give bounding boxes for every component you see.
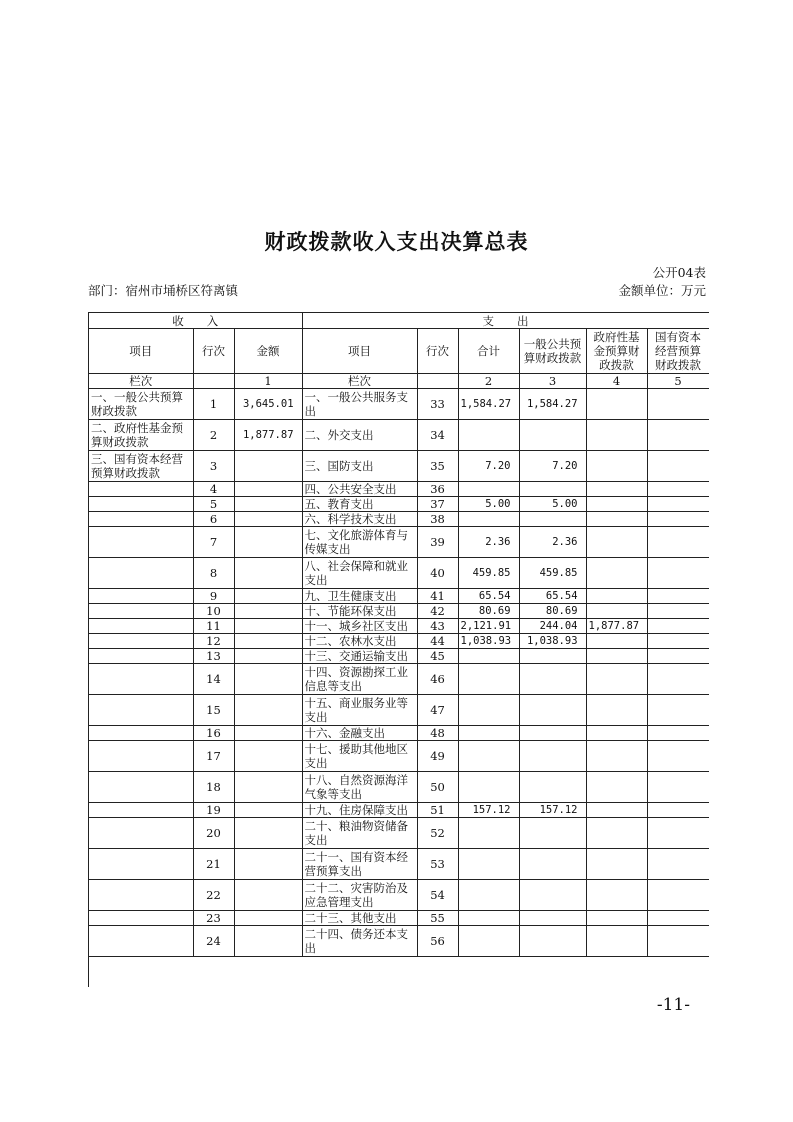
income-item-cell xyxy=(89,512,193,527)
expense-line-cell: 37 xyxy=(417,497,458,512)
income-amount-cell xyxy=(234,803,302,818)
expense-line-cell: 56 xyxy=(417,926,458,957)
expense-line-cell: 43 xyxy=(417,619,458,634)
general-budget-cell xyxy=(519,849,586,880)
fund-budget-cell xyxy=(586,726,647,741)
income-amount-cell xyxy=(234,649,302,664)
state-capital-cell xyxy=(647,619,709,634)
table-row xyxy=(89,726,709,741)
income-line-cell: 10 xyxy=(193,604,234,619)
expense-line-cell: 53 xyxy=(417,849,458,880)
fund-budget-cell xyxy=(586,451,647,482)
income-item-cell: 一、一般公共预算财政拨款 xyxy=(89,389,193,420)
expense-item-cell: 七、文化旅游体育与传媒支出 xyxy=(302,527,417,558)
income-line-cell: 9 xyxy=(193,589,234,604)
state-capital-cell xyxy=(647,695,709,726)
income-item-cell xyxy=(89,726,193,741)
col-header-fund: 政府性基金预算财政拨款 xyxy=(586,329,647,374)
total-cell: 2,121.91 xyxy=(458,619,519,634)
expense-item-cell: 十三、交通运输支出 xyxy=(302,649,417,664)
total-cell: 5.00 xyxy=(458,497,519,512)
expense-item-cell: 十九、住房保障支出 xyxy=(302,803,417,818)
col-index-3: 3 xyxy=(519,374,586,389)
expense-line-cell: 44 xyxy=(417,634,458,649)
expense-item-cell: 十二、农林水支出 xyxy=(302,634,417,649)
total-cell: 65.54 xyxy=(458,589,519,604)
expense-line-cell: 51 xyxy=(417,803,458,818)
col-header-expense-line: 行次 xyxy=(417,329,458,374)
state-capital-cell xyxy=(647,818,709,849)
table-row xyxy=(89,695,709,726)
income-item-cell xyxy=(89,634,193,649)
state-capital-cell xyxy=(647,512,709,527)
fund-budget-cell xyxy=(586,420,647,451)
general-budget-cell xyxy=(519,880,586,911)
income-amount-cell xyxy=(234,558,302,589)
expense-item-cell: 二、外交支出 xyxy=(302,420,417,451)
income-amount-cell xyxy=(234,818,302,849)
expense-item-cell: 二十、粮油物资储备支出 xyxy=(302,818,417,849)
fund-budget-cell xyxy=(586,634,647,649)
income-item-cell xyxy=(89,695,193,726)
table-row xyxy=(89,880,709,911)
fund-budget-cell xyxy=(586,664,647,695)
state-capital-cell xyxy=(647,880,709,911)
expense-item-cell: 四、公共安全支出 xyxy=(302,482,417,497)
total-cell: 459.85 xyxy=(458,558,519,589)
table-row xyxy=(89,420,709,451)
income-section-header: 收 入 xyxy=(89,313,302,329)
fund-budget-cell xyxy=(586,695,647,726)
total-cell xyxy=(458,726,519,741)
expense-section-header: 支 出 xyxy=(302,313,709,329)
general-budget-cell xyxy=(519,726,586,741)
state-capital-cell xyxy=(647,772,709,803)
income-item-cell xyxy=(89,619,193,634)
general-budget-cell xyxy=(519,818,586,849)
expense-line-cell: 33 xyxy=(417,389,458,420)
income-line-cell: 8 xyxy=(193,558,234,589)
expense-line-cell: 34 xyxy=(417,420,458,451)
table-row xyxy=(89,772,709,803)
income-line-cell: 24 xyxy=(193,926,234,957)
col-header-income-line: 行次 xyxy=(193,329,234,374)
unit-label: 金额单位：万元 xyxy=(618,283,706,298)
income-line-cell: 13 xyxy=(193,649,234,664)
total-cell xyxy=(458,926,519,957)
state-capital-cell xyxy=(647,634,709,649)
income-amount-cell xyxy=(234,741,302,772)
fund-budget-cell xyxy=(586,558,647,589)
income-line-cell: 5 xyxy=(193,497,234,512)
income-line-cell: 18 xyxy=(193,772,234,803)
expense-line-cell: 38 xyxy=(417,512,458,527)
state-capital-cell xyxy=(647,451,709,482)
table-row xyxy=(89,664,709,695)
table-row xyxy=(89,926,709,957)
table-row xyxy=(89,451,709,482)
fund-budget-cell xyxy=(586,527,647,558)
total-cell: 1,584.27 xyxy=(458,389,519,420)
state-capital-cell xyxy=(647,497,709,512)
table-row xyxy=(89,619,709,634)
table-row xyxy=(89,527,709,558)
col-header-income-amount: 金额 xyxy=(234,329,302,374)
expense-line-cell: 41 xyxy=(417,589,458,604)
table-row xyxy=(89,589,709,604)
total-cell xyxy=(458,772,519,803)
general-budget-cell: 7.20 xyxy=(519,451,586,482)
fund-budget-cell: 1,877.87 xyxy=(586,619,647,634)
income-line-cell: 21 xyxy=(193,849,234,880)
total-cell xyxy=(458,741,519,772)
total-cell xyxy=(458,880,519,911)
table-row xyxy=(89,818,709,849)
general-budget-cell xyxy=(519,420,586,451)
expense-line-cell: 40 xyxy=(417,558,458,589)
col-index-4: 4 xyxy=(586,374,647,389)
income-item-cell xyxy=(89,818,193,849)
income-line-cell: 6 xyxy=(193,512,234,527)
budget-table-container xyxy=(88,312,709,987)
total-cell xyxy=(458,649,519,664)
col-index-label: 栏次 xyxy=(89,374,193,389)
income-line-cell: 15 xyxy=(193,695,234,726)
fund-budget-cell xyxy=(586,849,647,880)
income-amount-cell xyxy=(234,926,302,957)
income-item-cell xyxy=(89,880,193,911)
total-cell: 7.20 xyxy=(458,451,519,482)
col-index-1: 1 xyxy=(234,374,302,389)
income-item-cell xyxy=(89,604,193,619)
table-row xyxy=(89,849,709,880)
col-header-general: 一般公共预算财政拨款 xyxy=(519,329,586,374)
col-index-label-2: 栏次 xyxy=(302,374,417,389)
income-item-cell xyxy=(89,649,193,664)
header-row-sections xyxy=(89,313,709,329)
general-budget-cell: 5.00 xyxy=(519,497,586,512)
income-item-cell: 三、国有资本经营预算财政拨款 xyxy=(89,451,193,482)
state-capital-cell xyxy=(647,558,709,589)
expense-item-cell: 十、节能环保支出 xyxy=(302,604,417,619)
expense-item-cell: 三、国防支出 xyxy=(302,451,417,482)
income-line-cell: 4 xyxy=(193,482,234,497)
table-row xyxy=(89,634,709,649)
total-cell xyxy=(458,849,519,880)
expense-item-cell: 十七、援助其他地区支出 xyxy=(302,741,417,772)
expense-item-cell: 九、卫生健康支出 xyxy=(302,589,417,604)
total-cell xyxy=(458,482,519,497)
income-item-cell xyxy=(89,527,193,558)
general-budget-cell: 459.85 xyxy=(519,558,586,589)
income-item-cell xyxy=(89,911,193,926)
expense-item-cell: 十六、金融支出 xyxy=(302,726,417,741)
fund-budget-cell xyxy=(586,818,647,849)
fund-budget-cell xyxy=(586,604,647,619)
expense-item-cell: 八、社会保障和就业支出 xyxy=(302,558,417,589)
state-capital-cell xyxy=(647,926,709,957)
income-item-cell xyxy=(89,497,193,512)
expense-line-cell: 52 xyxy=(417,818,458,849)
income-item-cell xyxy=(89,803,193,818)
total-cell: 1,038.93 xyxy=(458,634,519,649)
income-item-cell xyxy=(89,741,193,772)
income-amount-cell xyxy=(234,634,302,649)
expense-item-cell: 十五、商业服务业等支出 xyxy=(302,695,417,726)
total-cell xyxy=(458,512,519,527)
income-item-cell xyxy=(89,664,193,695)
fund-budget-cell xyxy=(586,803,647,818)
col-index-empty xyxy=(193,374,234,389)
general-budget-cell: 65.54 xyxy=(519,589,586,604)
general-budget-cell xyxy=(519,482,586,497)
expense-line-cell: 47 xyxy=(417,695,458,726)
expense-item-cell: 二十四、债务还本支出 xyxy=(302,926,417,957)
state-capital-cell xyxy=(647,589,709,604)
general-budget-cell xyxy=(519,512,586,527)
general-budget-cell xyxy=(519,772,586,803)
income-amount-cell xyxy=(234,664,302,695)
income-line-cell: 22 xyxy=(193,880,234,911)
income-item-cell xyxy=(89,849,193,880)
fund-budget-cell xyxy=(586,589,647,604)
table-row xyxy=(89,803,709,818)
fund-budget-cell xyxy=(586,482,647,497)
general-budget-cell: 80.69 xyxy=(519,604,586,619)
fund-budget-cell xyxy=(586,772,647,803)
expense-line-cell: 45 xyxy=(417,649,458,664)
total-cell: 157.12 xyxy=(458,803,519,818)
state-capital-cell xyxy=(647,420,709,451)
income-amount-cell xyxy=(234,589,302,604)
income-amount-cell xyxy=(234,527,302,558)
page-number: -11- xyxy=(656,995,690,1015)
general-budget-cell: 244.04 xyxy=(519,619,586,634)
header-row-columns xyxy=(89,329,709,374)
income-line-cell: 3 xyxy=(193,451,234,482)
general-budget-cell: 1,038.93 xyxy=(519,634,586,649)
income-line-cell: 12 xyxy=(193,634,234,649)
col-header-state: 国有资本经营预算财政拨款 xyxy=(647,329,709,374)
general-budget-cell: 157.12 xyxy=(519,803,586,818)
income-amount-cell xyxy=(234,695,302,726)
income-line-cell: 2 xyxy=(193,420,234,451)
table-row xyxy=(89,604,709,619)
income-amount-cell xyxy=(234,726,302,741)
state-capital-cell xyxy=(647,664,709,695)
general-budget-cell xyxy=(519,695,586,726)
state-capital-cell xyxy=(647,803,709,818)
expense-line-cell: 42 xyxy=(417,604,458,619)
table-row xyxy=(89,558,709,589)
fund-budget-cell xyxy=(586,741,647,772)
budget-table xyxy=(89,313,709,957)
income-amount-cell xyxy=(234,482,302,497)
income-line-cell: 19 xyxy=(193,803,234,818)
general-budget-cell xyxy=(519,911,586,926)
income-item-cell: 二、政府性基金预算财政拨款 xyxy=(89,420,193,451)
general-budget-cell xyxy=(519,741,586,772)
expense-item-cell: 二十三、其他支出 xyxy=(302,911,417,926)
income-amount-cell: 3,645.01 xyxy=(234,389,302,420)
income-amount-cell xyxy=(234,619,302,634)
form-number: 公开04表 xyxy=(652,265,706,280)
expense-item-cell: 二十一、国有资本经营预算支出 xyxy=(302,849,417,880)
expense-line-cell: 48 xyxy=(417,726,458,741)
general-budget-cell xyxy=(519,649,586,664)
total-cell xyxy=(458,695,519,726)
expense-line-cell: 54 xyxy=(417,880,458,911)
state-capital-cell xyxy=(647,911,709,926)
income-line-cell: 23 xyxy=(193,911,234,926)
income-item-cell xyxy=(89,772,193,803)
income-item-cell xyxy=(89,926,193,957)
page-title: 财政拨款收入支出决算总表 xyxy=(264,229,529,254)
table-row xyxy=(89,497,709,512)
expense-line-cell: 36 xyxy=(417,482,458,497)
income-amount-cell xyxy=(234,849,302,880)
expense-item-cell: 六、科学技术支出 xyxy=(302,512,417,527)
expense-item-cell: 二十二、灾害防治及应急管理支出 xyxy=(302,880,417,911)
state-capital-cell xyxy=(647,726,709,741)
fund-budget-cell xyxy=(586,926,647,957)
total-cell xyxy=(458,420,519,451)
total-cell: 80.69 xyxy=(458,604,519,619)
col-header-income-item: 项目 xyxy=(89,329,193,374)
income-amount-cell xyxy=(234,512,302,527)
income-amount-cell xyxy=(234,772,302,803)
col-index-empty-2 xyxy=(417,374,458,389)
income-amount-cell: 1,877.87 xyxy=(234,420,302,451)
income-line-cell: 1 xyxy=(193,389,234,420)
fund-budget-cell xyxy=(586,649,647,664)
table-row xyxy=(89,389,709,420)
col-header-total: 合计 xyxy=(458,329,519,374)
state-capital-cell xyxy=(647,604,709,619)
fund-budget-cell xyxy=(586,497,647,512)
state-capital-cell xyxy=(647,482,709,497)
income-amount-cell xyxy=(234,451,302,482)
expense-item-cell: 五、教育支出 xyxy=(302,497,417,512)
income-amount-cell xyxy=(234,911,302,926)
col-header-expense-item: 项目 xyxy=(302,329,417,374)
expense-item-cell: 十四、资源勘探工业信息等支出 xyxy=(302,664,417,695)
col-index-5: 5 xyxy=(647,374,709,389)
table-row xyxy=(89,649,709,664)
general-budget-cell: 1,584.27 xyxy=(519,389,586,420)
expense-line-cell: 55 xyxy=(417,911,458,926)
income-item-cell xyxy=(89,589,193,604)
column-index-row xyxy=(89,374,709,389)
expense-line-cell: 39 xyxy=(417,527,458,558)
fund-budget-cell xyxy=(586,911,647,926)
total-cell xyxy=(458,818,519,849)
expense-line-cell: 50 xyxy=(417,772,458,803)
income-line-cell: 20 xyxy=(193,818,234,849)
income-amount-cell xyxy=(234,880,302,911)
expense-line-cell: 49 xyxy=(417,741,458,772)
income-item-cell xyxy=(89,558,193,589)
expense-line-cell: 46 xyxy=(417,664,458,695)
expense-item-cell: 十一、城乡社区支出 xyxy=(302,619,417,634)
general-budget-cell xyxy=(519,664,586,695)
general-budget-cell xyxy=(519,926,586,957)
fund-budget-cell xyxy=(586,389,647,420)
state-capital-cell xyxy=(647,649,709,664)
fund-budget-cell xyxy=(586,512,647,527)
expense-line-cell: 35 xyxy=(417,451,458,482)
table-row xyxy=(89,512,709,527)
income-amount-cell xyxy=(234,604,302,619)
fund-budget-cell xyxy=(586,880,647,911)
income-line-cell: 7 xyxy=(193,527,234,558)
income-line-cell: 14 xyxy=(193,664,234,695)
department-label: 部门：宿州市埇桥区符离镇 xyxy=(88,283,239,298)
state-capital-cell xyxy=(647,389,709,420)
income-line-cell: 16 xyxy=(193,726,234,741)
table-row xyxy=(89,482,709,497)
income-item-cell xyxy=(89,482,193,497)
total-cell: 2.36 xyxy=(458,527,519,558)
table-row xyxy=(89,911,709,926)
col-index-2: 2 xyxy=(458,374,519,389)
income-amount-cell xyxy=(234,497,302,512)
expense-item-cell: 一、一般公共服务支出 xyxy=(302,389,417,420)
state-capital-cell xyxy=(647,849,709,880)
income-line-cell: 17 xyxy=(193,741,234,772)
general-budget-cell: 2.36 xyxy=(519,527,586,558)
state-capital-cell xyxy=(647,741,709,772)
income-line-cell: 11 xyxy=(193,619,234,634)
table-row xyxy=(89,741,709,772)
expense-item-cell: 十八、自然资源海洋气象等支出 xyxy=(302,772,417,803)
state-capital-cell xyxy=(647,527,709,558)
total-cell xyxy=(458,911,519,926)
total-cell xyxy=(458,664,519,695)
